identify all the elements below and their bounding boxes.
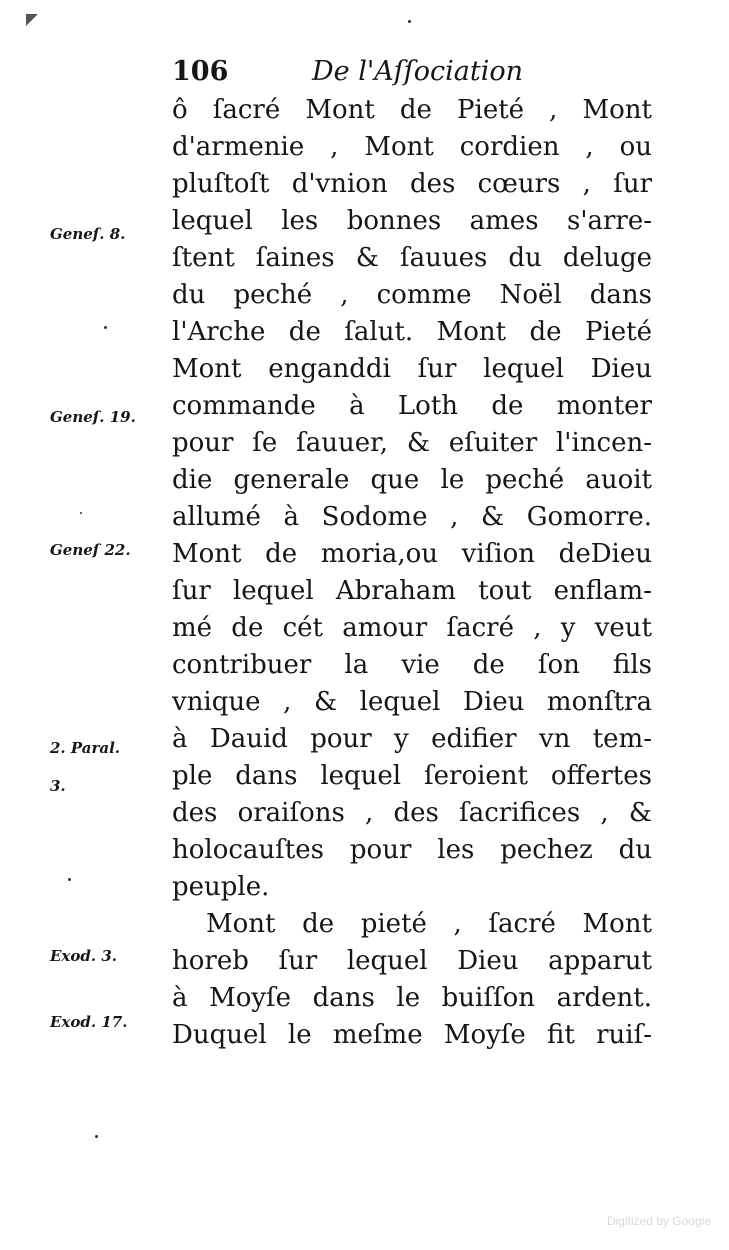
text-line: à Moyſe dans le buiſſon ardent. [172,983,652,1013]
text-line: contribuer la vie de ſon fils [172,650,652,680]
margin-note: Geneſ 22. [50,541,131,559]
text-line: l'Arche de ſalut. Mont de Pieté [172,317,652,347]
text-line: du peché , comme Noël dans [172,280,652,310]
watermark: Digitized by Google [606,1214,711,1228]
text-line: mé de cét amour ſacré , y veut [172,613,652,643]
ink-speck [104,326,107,329]
running-title: De l'Aſſociation [312,56,523,87]
text-line: des oraiſons , des ſacrifices , & [172,798,652,828]
text-line: commande à Loth de monter [172,391,652,421]
text-line: Mont de moria,ou viſion deDieu [172,539,652,569]
text-line: die generale que le peché auoit [172,465,652,495]
margin-note: 3. [50,777,66,795]
scan-corner-mark [26,14,38,26]
ink-speck [68,878,71,881]
text-line: pour ſe ſauuer, & eſuiter l'incen- [172,428,652,458]
margin-note: Geneſ. 8. [50,225,126,243]
ink-speck [80,512,82,514]
text-line: lequel les bonnes ames s'arre- [172,206,652,236]
text-line: à Dauid pour y edifier vn tem- [172,724,652,754]
margin-note: 2. Paral. [50,739,121,757]
page-number: 106 [172,56,229,87]
margin-note: Geneſ. 19. [50,408,136,426]
text-line: peuple. [172,872,270,902]
text-line: pluſtoſt d'vnion des cœurs , ſur [172,169,652,199]
text-line: ſtent ſaines & ſauues du deluge [172,243,652,273]
margin-note: Exod. 17. [50,1013,128,1031]
text-line: ſur lequel Abraham tout enflam- [172,576,652,606]
ink-speck [95,1135,98,1138]
text-line: Duquel le meſme Moyſe fit ruiſ- [172,1020,652,1050]
text-line: Mont de pieté , ſacré Mont [206,909,652,939]
text-line: ô ſacré Mont de Pieté , Mont [172,95,652,125]
page-header [172,52,552,92]
text-line: holocauſtes pour les pechez du [172,835,652,865]
text-line: Mont enganddi ſur lequel Dieu [172,354,652,384]
text-line: d'armenie , Mont cordien , ou [172,132,652,162]
text-line: vnique , & lequel Dieu monſtra [172,687,652,717]
ink-speck [408,20,411,23]
margin-note: Exod. 3. [50,947,117,965]
body-text [172,92,652,1054]
text-line: ple dans lequel ſeroient offertes [172,761,652,791]
text-line: allumé à Sodome , & Gomorre. [172,502,652,532]
text-line: horeb ſur lequel Dieu apparut [172,946,652,976]
